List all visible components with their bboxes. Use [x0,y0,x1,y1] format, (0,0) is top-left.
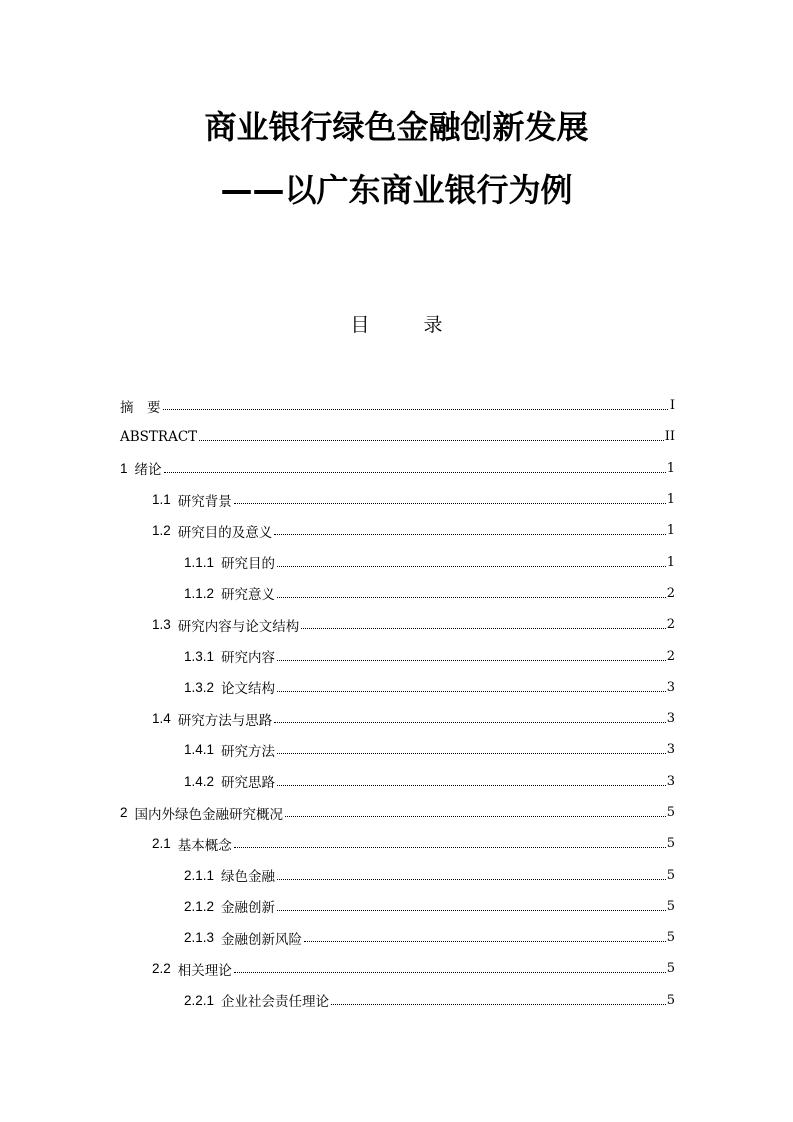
toc-dot-leader [277,771,666,786]
toc-entry-page: 3 [666,679,675,695]
toc-dot-leader [234,958,666,973]
toc-dot-leader [331,990,666,1005]
toc-entry-label: 研究方法与思路 [177,712,273,729]
toc-entry[interactable] [120,421,675,452]
toc-entry-label: 研究意义 [221,587,276,604]
toc-entry-page: I [669,398,675,414]
toc-entry[interactable] [120,859,675,890]
toc-entry-number: 2.1.1 [184,867,215,883]
toc-entry-number: 1.1 [152,492,171,508]
toc-entry-label: 研究背景 [177,493,232,510]
toc-heading: 目 录 [350,314,467,336]
toc-dot-leader [234,833,666,848]
toc-entry[interactable] [120,453,675,484]
toc-entry-label: 论文结构 [221,681,276,698]
toc-entry-number: 2.1.2 [184,898,215,914]
toc-entry[interactable] [120,546,675,577]
toc-entry-number: 1.3.1 [184,648,215,664]
toc-entry-page: 5 [666,898,675,914]
toc-dot-leader [163,395,669,410]
toc-dot-leader [277,896,666,911]
toc-entry[interactable] [120,390,675,421]
toc-entry-number: 2.2.1 [184,992,215,1008]
toc-dot-leader [277,583,666,598]
toc-entry-page: 5 [666,992,675,1008]
toc-entry-page: 5 [666,836,675,852]
toc-entry[interactable] [120,703,675,734]
toc-entry-page: 1 [666,523,675,539]
toc-entry[interactable] [120,828,675,859]
toc-entry-page: 2 [666,585,675,601]
toc-entry-number: 1.2 [152,523,171,539]
toc-entry[interactable] [120,953,675,984]
toc-dot-leader [274,708,665,723]
toc-entry-page: 5 [666,961,675,977]
toc-entry-number: 1.3.2 [184,679,215,695]
toc-entry[interactable] [120,609,675,640]
toc-entry[interactable] [120,922,675,953]
toc-entry-number: 1.4 [152,711,171,727]
toc-entry-number: 2 [120,805,128,820]
toc-entry-page: 1 [666,492,675,508]
toc-entry-label: 金融创新 [221,900,276,917]
toc-entry-page: 3 [666,742,675,758]
toc-entry-page: 5 [666,805,675,820]
toc-entry-number: 2.1.3 [184,930,215,946]
toc-entry-label: 相关理论 [177,962,232,979]
toc-entry[interactable] [120,766,675,797]
toc-dot-leader [277,677,666,692]
toc-dot-leader [304,927,666,942]
toc-dot-leader [199,426,664,441]
table-of-contents [120,390,675,1016]
toc-entry-page: 1 [666,554,675,570]
toc-entry[interactable] [120,891,675,922]
toc-entry-page: 3 [666,711,675,727]
toc-entry-label: 研究目的及意义 [177,524,273,541]
toc-entry[interactable] [120,985,675,1016]
toc-entry-page: 2 [666,648,675,664]
toc-entry-label: 研究内容 [221,650,276,667]
toc-entry-number: 1.3 [152,617,171,633]
toc-entry-label: 研究思路 [221,775,276,792]
toc-entry[interactable] [120,672,675,703]
toc-entry[interactable] [120,734,675,765]
toc-entry-page: 1 [666,460,675,476]
toc-entry[interactable] [120,578,675,609]
toc-entry-label: 研究目的 [221,556,276,573]
toc-entry-label: 绪论 [134,462,162,479]
toc-dot-leader [277,739,666,754]
document-title: 商业银行绿色金融创新发展 [204,108,589,146]
toc-entry-number: 1.4.2 [184,773,215,789]
toc-dot-leader [234,489,666,504]
toc-entry-page: II [664,429,675,445]
toc-entry-label: 摘 要 [120,399,161,416]
toc-entry-number: 2.1 [152,836,171,852]
toc-entry-label: 绿色金融 [221,869,276,886]
toc-dot-leader [277,646,666,661]
toc-entry-page: 5 [666,930,675,946]
toc-dot-leader [301,614,665,629]
toc-entry-number: 1 [120,460,128,476]
toc-entry-label: 国内外绿色金融研究概况 [134,806,284,823]
toc-entry-number: 1.4.1 [184,742,215,758]
toc-entry-label: 基本概念 [177,837,232,854]
toc-entry-page: 3 [666,773,675,789]
toc-entry-number: 1.1.1 [184,554,215,570]
toc-entry-label: 金融创新风险 [221,931,303,948]
document-subtitle: ——以广东商业银行为例 [220,171,573,209]
toc-entry-page: 5 [666,867,675,883]
toc-entry[interactable] [120,797,675,828]
toc-dot-leader [164,458,666,473]
toc-entry-number: 1.1.2 [184,585,215,601]
toc-entry-label: 研究方法 [221,743,276,760]
toc-entry[interactable] [120,640,675,671]
toc-entry[interactable] [120,484,675,515]
toc-entry-label: 研究内容与论文结构 [177,618,300,635]
toc-dot-leader [277,552,666,567]
toc-dot-leader [285,802,666,817]
toc-dot-leader [277,865,666,880]
toc-entry[interactable] [120,515,675,546]
toc-entry-number: 2.2 [152,961,171,977]
toc-entry-label: 企业社会责任理论 [221,994,330,1011]
toc-entry-page: 2 [666,617,675,633]
toc-entry-label: ABSTRACT [120,428,198,445]
toc-dot-leader [274,520,665,535]
